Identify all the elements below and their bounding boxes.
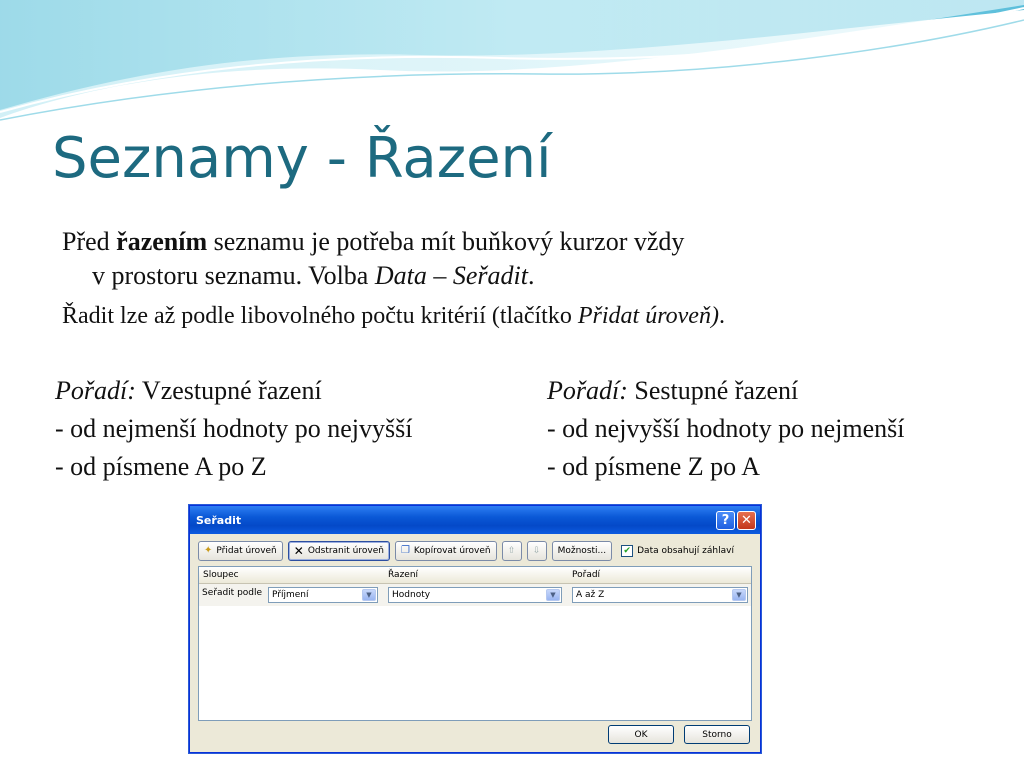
paragraph-2 xyxy=(62,299,982,333)
slide-title: Seznamy - Řazení xyxy=(52,126,552,191)
header-sort-on: Řazení xyxy=(388,570,419,580)
chevron-down-icon: ▼ xyxy=(546,589,560,601)
descending-label: Pořadí: xyxy=(547,376,628,405)
p1-text-2: seznamu je potřeba mít buňkový kurzor vždy xyxy=(207,227,685,256)
ascending-heading xyxy=(55,372,412,410)
copy-level-label: Kopírovat úroveň xyxy=(413,546,491,556)
delete-x-icon: ✕ xyxy=(293,544,304,558)
arrow-up-icon: ⇧ xyxy=(507,546,516,556)
chevron-down-icon: ▼ xyxy=(732,589,746,601)
move-up-button[interactable] xyxy=(502,541,522,561)
column-select-value: Příjmení xyxy=(272,590,309,600)
header-order: Pořadí xyxy=(572,570,601,580)
p1-text-3: v prostoru seznamu. Volba xyxy=(92,261,375,290)
sort-on-select[interactable] xyxy=(388,587,562,603)
row-label: Seřadit podle xyxy=(202,588,263,598)
descending-heading xyxy=(547,372,904,410)
ascending-column xyxy=(55,372,412,486)
descending-line-2: - od nejvyšší hodnoty po nejmenší xyxy=(547,414,905,443)
p1-italic: Data – Seřadit xyxy=(374,261,528,290)
p1-text-1: Před xyxy=(62,227,117,256)
delete-level-button[interactable] xyxy=(288,541,390,561)
dialog-toolbar xyxy=(198,540,752,562)
order-select-value: A až Z xyxy=(576,590,605,600)
sort-level-row[interactable] xyxy=(199,584,751,606)
decorative-waves xyxy=(0,0,1024,130)
p1-line-2 xyxy=(62,259,982,293)
ascending-line-3: - od písmene A po Z xyxy=(55,452,267,481)
copy-level-button[interactable] xyxy=(395,541,497,561)
ok-button[interactable]: OK xyxy=(608,725,674,744)
close-button[interactable]: ✕ xyxy=(737,511,756,530)
descending-column xyxy=(547,372,904,486)
chevron-down-icon: ▼ xyxy=(362,589,376,601)
ascending-text: Vzestupné řazení xyxy=(135,376,322,405)
copy-icon: ❐ xyxy=(400,545,410,556)
descending-line-3: - od písmene Z po A xyxy=(547,452,761,481)
p1-text-4: . xyxy=(527,261,535,290)
grid-header xyxy=(199,567,751,584)
titlebar-buttons xyxy=(716,511,756,530)
delete-level-label: Odstranit úroveň xyxy=(307,546,384,556)
help-button[interactable]: ? xyxy=(716,511,735,530)
p2-text-1: Řadit lze až podle libovolného počtu kritérií (tlačítko xyxy=(62,303,578,329)
ascending-label: Pořadí: xyxy=(55,376,136,405)
paragraph-1 xyxy=(62,225,982,293)
add-level-button[interactable] xyxy=(198,541,283,561)
options-button[interactable] xyxy=(552,541,613,561)
sort-dialog xyxy=(189,505,761,753)
arrow-down-icon: ⇩ xyxy=(532,546,541,556)
order-select[interactable] xyxy=(572,587,748,603)
options-label: Možnosti... xyxy=(557,546,607,556)
headers-checkbox-row[interactable] xyxy=(621,545,734,557)
sort-on-select-value: Hodnoty xyxy=(392,590,431,600)
dialog-title: Seřadit xyxy=(196,513,242,527)
headers-checkbox[interactable]: ✔ xyxy=(621,545,633,557)
add-level-icon: ✦ xyxy=(204,545,213,556)
move-down-button[interactable] xyxy=(527,541,547,561)
cancel-button[interactable]: Storno xyxy=(684,725,750,744)
p1-bold: řazením xyxy=(116,227,208,256)
ascending-line-2: - od nejmenší hodnoty po nejvyšší xyxy=(55,414,413,443)
headers-checkbox-label: Data obsahují záhlaví xyxy=(637,546,734,556)
dialog-footer xyxy=(608,725,750,744)
body-text xyxy=(62,225,982,333)
header-column: Sloupec xyxy=(203,570,239,580)
sort-levels-grid xyxy=(198,566,752,721)
descending-text: Sestupné řazení xyxy=(627,376,799,405)
column-select[interactable] xyxy=(268,587,378,603)
add-level-label: Přidat úroveň xyxy=(216,546,277,556)
dialog-titlebar[interactable] xyxy=(190,506,760,534)
p2-text-2: . xyxy=(718,303,725,329)
p2-italic: Přidat úroveň) xyxy=(577,303,719,329)
